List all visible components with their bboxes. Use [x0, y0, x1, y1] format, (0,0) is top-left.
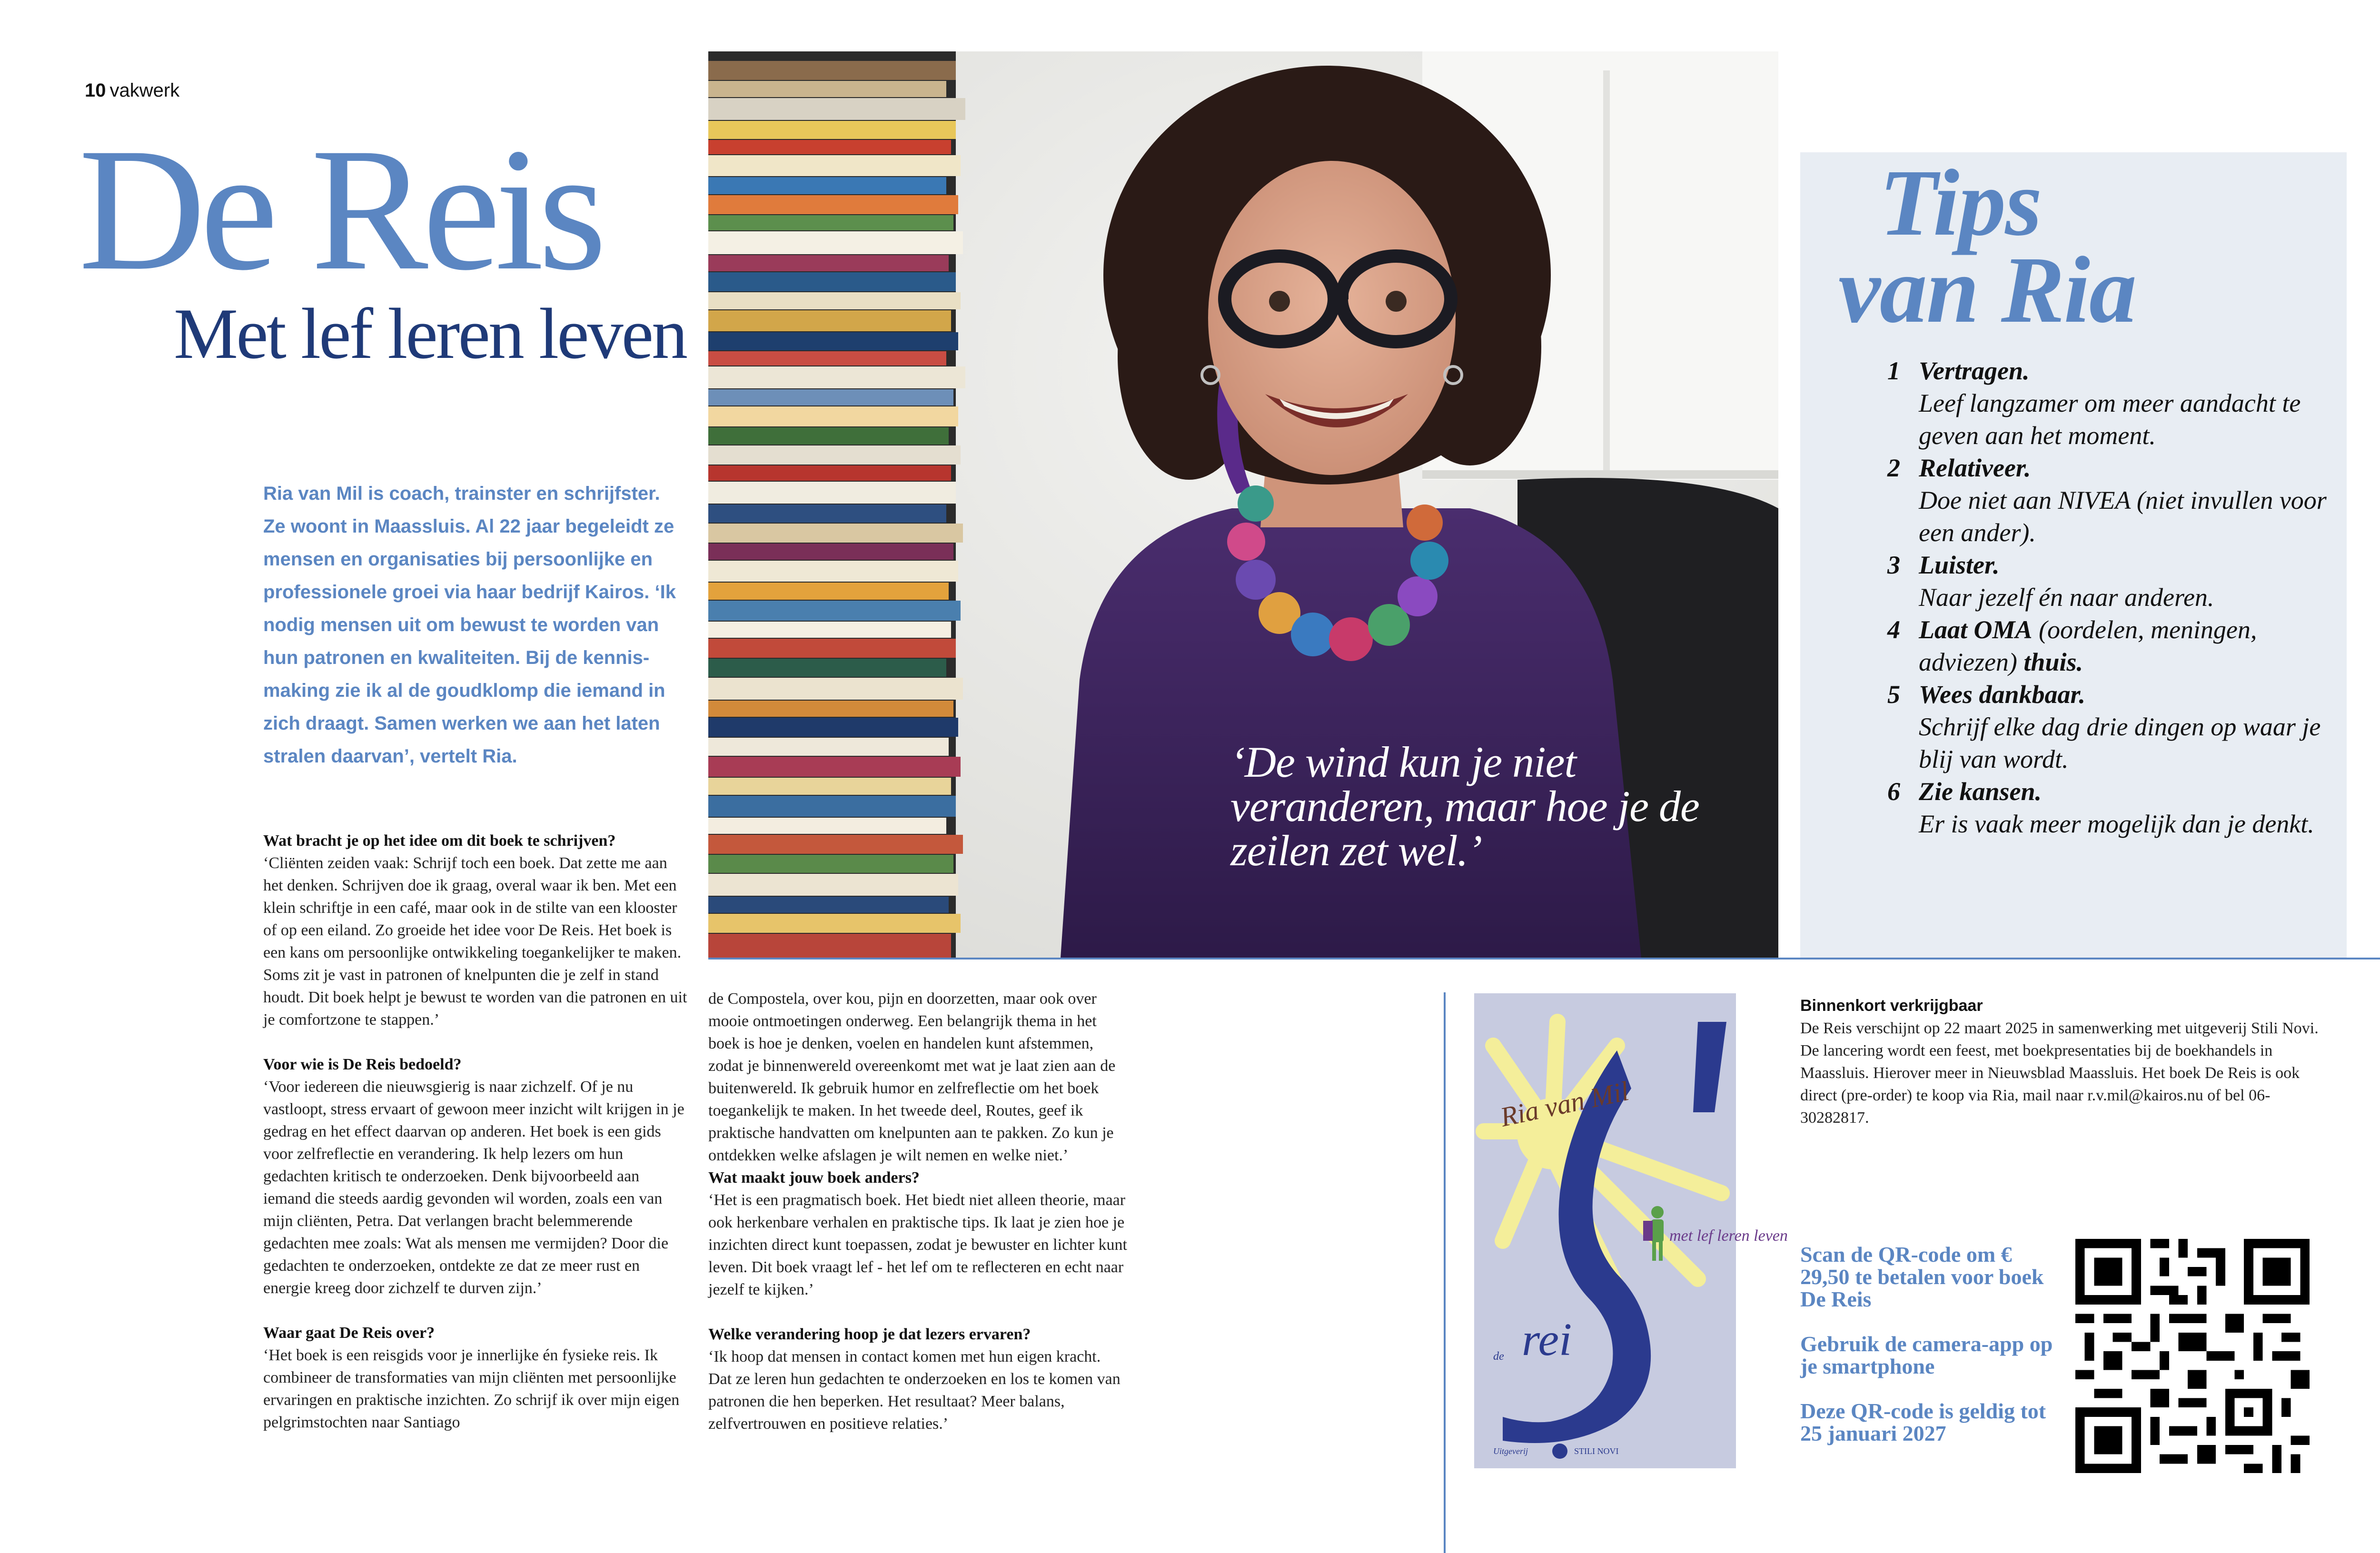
tip-item — [1887, 549, 2330, 613]
tip-body: Schrijf elke dag drie dingen op waar je blij van wordt. — [1919, 712, 2321, 773]
tip-item — [1887, 613, 2330, 678]
tips-list — [1887, 355, 2330, 840]
tips-title — [1838, 150, 2136, 343]
publisher-logo-icon — [1552, 1444, 1567, 1459]
photo-quote: ‘De wind kun je niet veranderen, maar hoe je de zeilen zet wel.’ — [1230, 738, 1699, 875]
page-number: 10 — [85, 80, 106, 101]
tip-number: 6 — [1887, 777, 1900, 806]
tip-heading: Vertragen. — [1919, 356, 2030, 385]
tip-heading: Zie kansen. — [1919, 777, 2042, 806]
text-column-2 — [708, 988, 1127, 1435]
qr-valid-text: Deze QR-code is geldig tot 25 januari 2027 — [1800, 1399, 2046, 1445]
tip-body: Er is vaak meer mogelijk dan je denkt. — [1919, 810, 2314, 838]
tip-number: 5 — [1887, 680, 1900, 709]
page-header — [85, 80, 179, 101]
book-word: rei — [1522, 1314, 1572, 1365]
question-1: Wat bracht je op het idee om dit boek te schrijven? — [263, 832, 616, 850]
tip-tail: thuis. — [2023, 648, 2083, 676]
tip-body: Doe niet aan NIVEA (niet invullen voor een ander). — [1919, 486, 2327, 547]
tip-heading: Luister. — [1919, 551, 2000, 579]
text-column-1 — [263, 830, 688, 1434]
tip-heading: Relativeer. — [1919, 454, 2031, 482]
question-4: Wat maakt jouw boek anders? — [708, 1169, 920, 1187]
article-subtitle: Met lef leren leven — [174, 294, 686, 374]
book-publisher-prefix: Uitgeverij — [1493, 1446, 1528, 1456]
tip-heading: Laat OMA — [1919, 615, 2033, 644]
answer-5: ‘Ik hoop dat mensen in contact komen met hun eigen kracht. Dat ze leren hun gedachten te onderzoeken en los te komen van patronen die hen beperken. Het resultaat? Meer balans, zelfvertrouwen en positieve relaties.’ — [708, 1348, 1121, 1433]
book-small-e: de — [1493, 1350, 1504, 1363]
book-stack — [708, 51, 965, 958]
book-publisher: STILI NOVI — [1574, 1446, 1619, 1456]
tip-number: 4 — [1887, 615, 1900, 644]
question-5: Welke verandering hoop je dat lezers ervaren? — [708, 1325, 1031, 1343]
book-tagline: met lef leren leven — [1669, 1227, 1788, 1245]
horizontal-divider — [708, 958, 2380, 959]
qr-code-icon — [2075, 1239, 2310, 1473]
qr-instructions — [1800, 1243, 2057, 1467]
answer-4: ‘Het is een pragmatisch boek. Het biedt niet alleen theorie, maar ook herkenbare verhalen en praktische tips. Ik laat je zien hoe je inzichten direct kunt toepassen, zodat je bewuster en lichter kunt leven. Dit boek vraagt lef - het lef om te reflecteren en echt naar jezelf te kijken.’ — [708, 1191, 1127, 1298]
tip-body: Naar jezelf én naar anderen. — [1919, 583, 2214, 612]
qr-scan-text: Scan de QR-code om € 29,50 te betalen voor boek De Reis — [1800, 1242, 2044, 1311]
book-cover — [1474, 993, 1788, 1468]
tip-item — [1887, 775, 2330, 840]
answer-2: ‘Voor iedereen die nieuwsgierig is naar zichzelf. Of je nu vastloopt, stress ervaart of gewoon meer inzicht wilt krijgen in je gedrag en het effect daarvan op anderen. Het boek is een gids voor zelfreflectie en verandering. Ik help lezers om hun gedachten kritisch te onderzoeken. Denk bijvoorbeeld aan iemand die steeds aardig gevonden wil worden, zoals een van mijn cliënten, Petra. Dat verlangen bracht belemmerende gedachten mee zoals: Wat als mensen me vermijden? Door die gedachten te onderzoeken, ontdekte ze dat ze meer rust en energie kreeg door zichzelf te durven zijn.’ — [263, 1078, 684, 1297]
tip-body — [1919, 613, 2330, 678]
answer-3-part-2: de Compostela, over kou, pijn en doorzetten, maar ook over mooie ontmoetingen onderweg. Een belangrijk thema in het boek is hoe je denken, voelen en handelen kunt afstemmen, zodat je binnenwereld overeenkomt met wat je laat zien aan de buitenwereld. Ik gebruik humor en zelfreflectie om het boek toegankelijk te maken. In het tweede deel, Routes, geef ik praktische handvatten om knelpunten aan te pakken. Zo kun je ontdekken welke afslagen je wilt nemen en welke niet.’ — [708, 990, 1116, 1164]
availability-block — [1800, 995, 2333, 1129]
payment-qr-code[interactable] — [2075, 1239, 2310, 1473]
article-intro — [263, 477, 687, 773]
tip-body: Leef langzamer om meer aandacht te geven aan het moment. — [1919, 389, 2301, 450]
intro-text: Ria van Mil is coach, trainster en schrijfster. Ze woont in Maassluis. Al 22 jaar begeleidt ze mensen en organisaties bij persoonlijke en professionele groei via haar bedrijf Kairos. ‘Ik nodig mensen uit om bewust te worden van hun patronen en kwaliteiten. Bij de kennis-making zie ik al de goudklomp die iemand in zich draagt. Samen werken we aan het laten stralen daarvan’, vertelt Ria. — [263, 483, 676, 767]
answer-3-part-1: ‘Het boek is een reisgids voor je innerlijke én fysieke reis. Ik combineer de transformaties van mijn cliënten met persoonlijke ervaringen en praktische inzichten. Zo schrijf ik over mijn eigen pelgrimstochten naar Santiago — [263, 1346, 680, 1431]
book-author: Ria van Mil — [1497, 1075, 1632, 1133]
answer-1: ‘Cliënten zeiden vaak: Schrijf toch een boek. Dat zette me aan het denken. Schrijven doe ik graag, overal waar ik ben. Met een klein schriftje in een café, maar ook in de stilte van een klooster of op een eiland. Zo groeide het idee voor De Reis. Het boek is een kans om persoonlijke ontwikkeling toegankelijker te maken. Soms zit je vast in patronen of knelpunten die je zelf in stand houdt. Dit boek helpt je bewust te worden van die patronen en uit je comfortzone te stappen.’ — [263, 854, 687, 1029]
book-cover-art — [1474, 993, 1788, 1468]
tip-number: 2 — [1887, 454, 1900, 482]
question-3: Waar gaat De Reis over? — [263, 1324, 435, 1342]
section-name: vakwerk — [109, 80, 180, 101]
tip-item — [1887, 355, 2330, 452]
tip-item — [1887, 678, 2330, 775]
tips-title-line-1: Tips — [1879, 150, 2042, 256]
qr-camera-text: Gebruik de camera-app op je smartphone — [1800, 1332, 2053, 1378]
question-2: Voor wie is De Reis bedoeld? — [263, 1056, 462, 1073]
tip-item — [1887, 452, 2330, 549]
tip-middle: (oordelen, meningen, adviezen) — [1919, 615, 2257, 676]
tip-number: 1 — [1887, 356, 1900, 385]
tip-heading: Wees dankbaar. — [1919, 680, 2086, 709]
vertical-divider — [1444, 992, 1446, 1553]
article-title: De Reis — [79, 112, 601, 307]
availability-text: De Reis verschijnt op 22 maart 2025 in samenwerking met uitgeverij Stili Novi. De lancering wordt een feest, met boekpresentaties bij de boekhandels in Maassluis. Hierover meer in Nieuwsblad Maassluis. Het boek De Reis is ook direct (pre-order) te koop via Ria, mail naar r.v.mil@kairos.nu of bel 06-30282817. — [1800, 1019, 2319, 1127]
tips-title-line-2: van Ria — [1838, 237, 2136, 343]
tip-number: 3 — [1887, 551, 1900, 579]
availability-heading: Binnenkort verkrijgbaar — [1800, 997, 1983, 1015]
